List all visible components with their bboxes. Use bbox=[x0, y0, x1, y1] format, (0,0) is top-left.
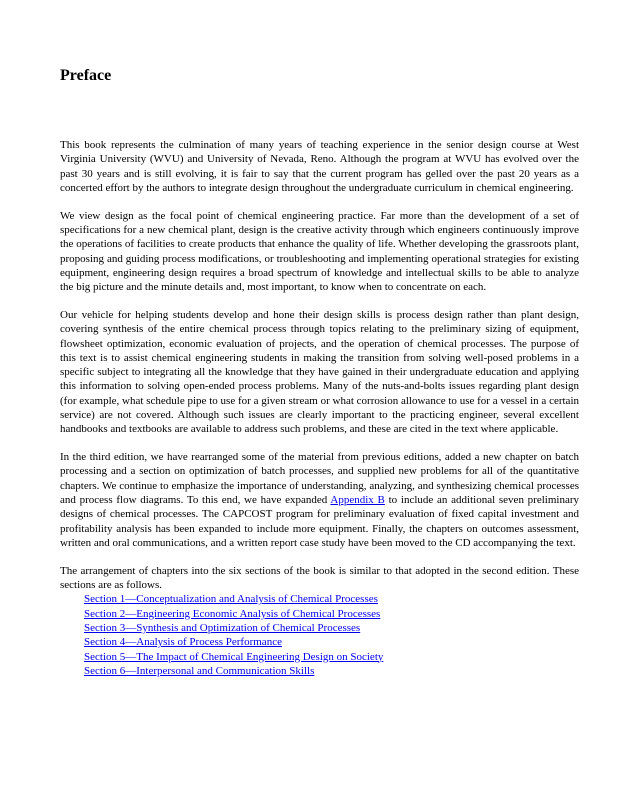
third-edition-text-after: to include an additional seven preliminary designs of chemical processes. The CAPCOST program for preliminary evaluation of fixed capital investment and profitability analysis has been expanded to include more equipment. Finally, the chapters on outcomes assessment, written and oral communications, and a written report case study have been moved to the CD accompanying the text. bbox=[60, 494, 579, 549]
paragraph-arrangement: The arrangement of chapters into the six sections of the book is similar to that adopted in the second edition. These sections are as follows. bbox=[60, 564, 579, 592]
list-item bbox=[84, 621, 579, 635]
section-6-link[interactable]: Section 6—Interpersonal and Communication Skills bbox=[84, 664, 315, 677]
preface-body bbox=[60, 138, 579, 678]
paragraph-design-focus: We view design as the focal point of chemical engineering practice. Far more than the development of a set of specifications for a new chemical plant, design is the creative activity through which engineers continuously improve the operations of facilities to create products that enhance the quality of life. Whether developing the grassroots plant, proposing and guiding process modifications, or troubleshooting and implementing operational strategies for existing equipment, engineering design requires a broad spectrum of knowledge and intellectual skills to be able to analyze the big picture and the minute details and, most important, to know when to concentrate on each. bbox=[60, 209, 579, 294]
section-4-link[interactable]: Section 4—Analysis of Process Performance bbox=[84, 636, 282, 649]
paragraph-third-edition bbox=[60, 450, 579, 550]
list-item bbox=[84, 607, 579, 621]
section-3-link[interactable]: Section 3—Synthesis and Optimization of Chemical Processes bbox=[84, 621, 361, 634]
appendix-b-link[interactable]: Appendix B bbox=[330, 494, 385, 507]
list-item bbox=[84, 664, 579, 678]
paragraph-intro: This book represents the culmination of many years of teaching experience in the senior design course at West Virginia University (WVU) and University of Nevada, Reno. Although the program at WVU has evolved over the past 30 years and is still evolving, it is fair to say that the current program has gelled over the past 20 years as a concerted effort by the authors to integrate design throughout the undergraduate curriculum in chemical engineering. bbox=[60, 139, 579, 194]
paragraph-vehicle: Our vehicle for helping students develop and hone their design skills is process design rather than plant design, covering synthesis of the entire chemical process through topics relating to the preliminary sizing of equipment, flowsheet optimization, economic evaluation of projects, and the operation of chemical processes. The purpose of this text is to assist chemical engineering students in making the transition from solving well-posed problems in a specific subject to integrating all the knowledge that they have gained in their undergraduate education and applying this information to solving open-ended process problems. Many of the nuts-and-bolts issues regarding plant design (for example, what schedule pipe to use for a given stream or what corrosion allowance to use for a vessel in a certain service) are not covered. Although such issues are clearly important to the practicing engineer, several excellent handbooks and textbooks are available to address such problems, and these are cited in the text where applicable. bbox=[60, 308, 579, 436]
page-title: Preface bbox=[60, 67, 112, 84]
list-item bbox=[84, 635, 579, 649]
section-2-link[interactable]: Section 2—Engineering Economic Analysis of Chemical Processes bbox=[84, 607, 381, 620]
third-edition-text-before: In the third edition, we have rearranged some of the material from previous editions, added a new chapter on batch processing and a section on optimization of batch processes, and supplied new problems for all of the quantitative chapters. We continue to emphasize the importance of understanding, analyzing, and synthesizing chemical processes and process flow diagrams. To this end, we have expanded bbox=[60, 451, 579, 507]
section-list bbox=[60, 592, 579, 678]
section-1-link[interactable]: Section 1—Conceptualization and Analysis of Chemical Processes bbox=[84, 593, 378, 606]
list-item bbox=[84, 650, 579, 664]
list-item bbox=[84, 592, 579, 606]
section-5-link[interactable]: Section 5—The Impact of Chemical Engineering Design on Society bbox=[84, 650, 384, 663]
